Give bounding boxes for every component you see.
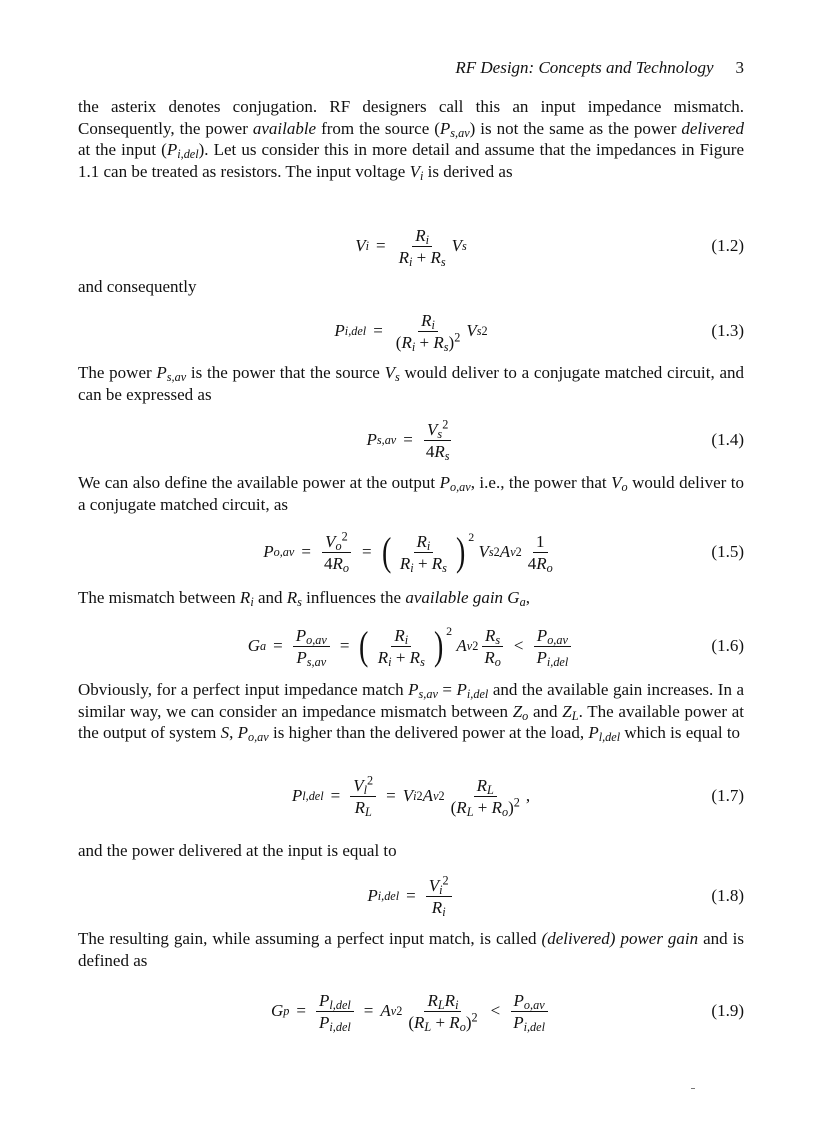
equation-number: (1.9) bbox=[711, 1001, 744, 1020]
paragraph-output-mismatch: Obviously, for a perfect input impedance match $P_{s,av} = P_{i,del}$ and the available gain increases. In a similar way, we can consider an impedance mismatch between $Z_o$ and $Z_L$. The available power at the output of system S, $P_{o,av}$ is higher than the delivered power at the load, $P_{l,del}$ which is equal to bbox=[78, 680, 744, 745]
paragraph-available-gain: The mismatch between $R_i$ and $R_s$ influences the available gain $G_a$, bbox=[78, 588, 530, 610]
paragraph-consequently: and consequently bbox=[78, 277, 197, 296]
equation-number: (1.3) bbox=[711, 321, 744, 340]
equation-1-4: P s,av = $\frac{V_s^2}{4R_s}$ (1.4) bbox=[366, 416, 744, 463]
equation-1-8: P i,del = $\frac{V_i^2}{R_i}$ (1.8) bbox=[367, 872, 744, 919]
page-number: 3 bbox=[735, 58, 744, 77]
equation-1-2: V i = $\frac{R_i}{R_i + R_s}$ V s (1.2) bbox=[355, 225, 744, 269]
equation-number: (1.6) bbox=[711, 636, 744, 655]
equation-1-9: G p = $\frac{P_{l,del}}{P_{i,del}}$ = A v 2 $\frac{R_LR_i}{(R_L + R_o)^2}$ < $\frac{P_{o,av}}{P_{i,del}}$ (1.9) bbox=[270, 990, 744, 1034]
equation-number: (1.2) bbox=[711, 236, 744, 255]
equation-number: (1.7) bbox=[711, 786, 744, 805]
equation-1-7: P l,del = $\frac{V_l^2}{R_L}$ = V i 2 A v 2 $\frac{R_L}{(R_L + R_o)^2}$ , (1.7) bbox=[291, 772, 744, 819]
equation-number: (1.8) bbox=[711, 886, 744, 905]
equation-number: (1.5) bbox=[711, 542, 744, 561]
equation-1-6: G a = $\frac{P_{o,av}}{P_{s,av}}$ = ( $\frac{R_i}{R_i + R_s}$ ) 2 A v 2 $\frac{R_s}{R_o}$ < $\frac{P_{o,av}}{P_{i,del}}$ (1.6) bbox=[247, 623, 744, 669]
running-title: RF Design: Concepts and Technology bbox=[455, 58, 714, 77]
paragraph-input-power: and the power delivered at the input is equal to bbox=[78, 841, 397, 860]
paragraph-mismatch-intro: the asterix denotes conjugation. RF designers call this an input impedance mismatch. Consequently, the power available from the source $(P_{s,av})$ is not the same as the power delivered at the input $(P_{i,del})$. Let us consider this in more detail and assume that the impedances in Figure 1.1 can be treated as resistors. The input voltage $V_i$ is derived as bbox=[78, 97, 744, 183]
running-header bbox=[78, 58, 744, 78]
equation-number: (1.4) bbox=[711, 430, 744, 449]
scan-mark bbox=[691, 1088, 695, 1089]
paragraph-source-power: The power $P_{s,av}$ is the power that the source $V_s$ would deliver to a conjugate matched circuit, and can be expressed as bbox=[78, 363, 745, 404]
equation-1-3: P i,del = $\frac{R_i}{(R_i + R_s)^2}$ V s 2 (1.3) bbox=[334, 310, 744, 354]
equation-1-5: P o,av = $\frac{V_o^2}{4R_o}$ = ( $\frac{R_i}{R_i + R_s}$ ) 2 V s 2 A v 2 $\frac{1}{4R_o}$ (1.5) bbox=[263, 528, 744, 575]
paragraph-power-gain: The resulting gain, while assuming a perfect input match, is called (delivered) power gain and is defined as bbox=[78, 929, 744, 970]
paragraph-output-power: We can also define the available power at the output $P_{o,av}$, i.e., the power that $V_o$ would deliver to a conjugate matched circuit, as bbox=[78, 473, 745, 514]
